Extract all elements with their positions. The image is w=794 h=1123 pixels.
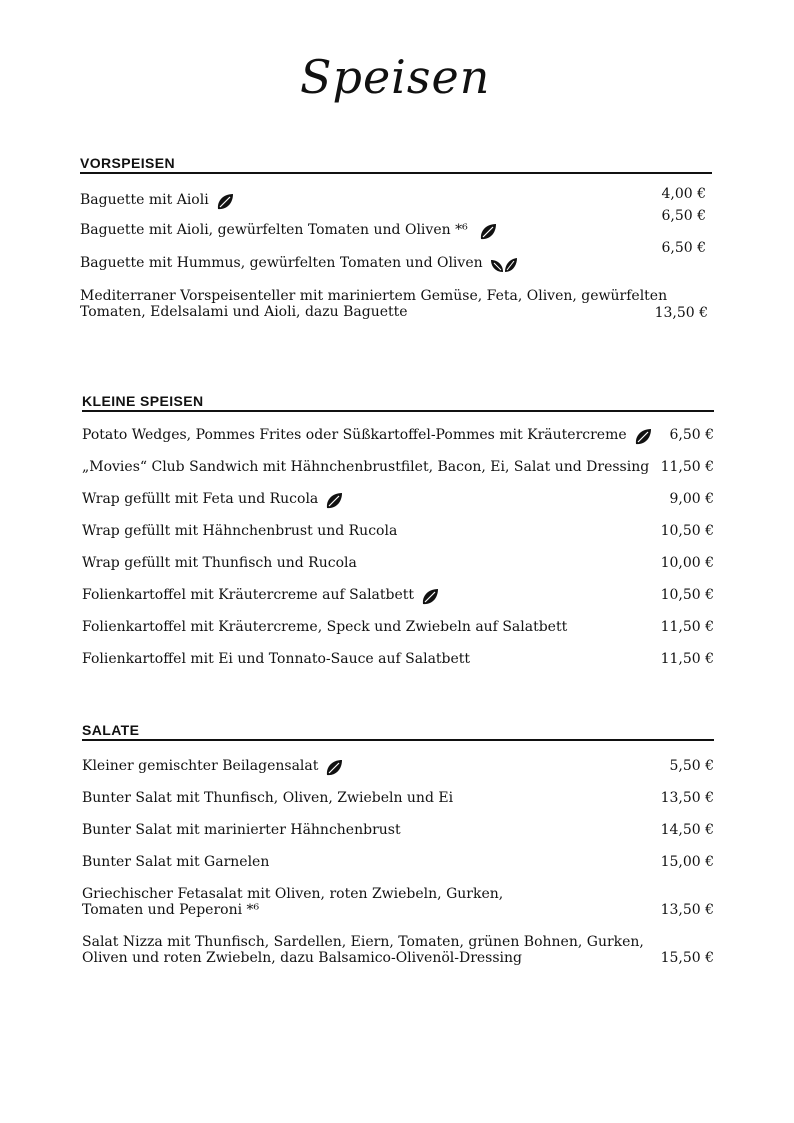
menu-item (82, 491, 714, 511)
item-name: Wrap gefüllt mit Thunfisch und Rucola (82, 555, 357, 571)
item-price: 6,50 € (669, 427, 714, 443)
menu-item (82, 427, 714, 447)
item-name: Kleiner gemischter Beilagensalat (82, 758, 319, 774)
item-price: 4,00 € (661, 186, 706, 202)
menu-item (82, 619, 714, 635)
item-price: 13,50 € (660, 902, 714, 918)
item-name: Folienkartoffel mit Kräutercreme auf Salatbett (82, 587, 415, 603)
menu-item (82, 886, 714, 918)
menu-item (80, 208, 706, 242)
section-heading: VORSPEISEN (80, 154, 712, 174)
leaf-icon (478, 222, 498, 242)
menu-item (80, 288, 708, 320)
item-name-line-2: Tomaten, Edelsalami und Aioli, dazu Baguette (80, 304, 408, 320)
menu-item (82, 523, 714, 539)
leaf-icon (633, 427, 653, 447)
item-name: Folienkartoffel mit Ei und Tonnato-Sauce auf Salatbett (82, 651, 471, 667)
item-name: Wrap gefüllt mit Feta und Rucola (82, 491, 319, 507)
menu-item (82, 651, 714, 667)
leaf-icon (324, 491, 344, 511)
item-name-line-2: Tomaten und Peperoni *⁶ (82, 902, 260, 918)
item-name: „Movies“ Club Sandwich mit Hähnchenbrustfilet, Bacon, Ei, Salat und Dressing (82, 459, 650, 475)
item-price: 10,50 € (660, 587, 714, 603)
item-price: 6,50 € (661, 208, 706, 224)
item-price: 5,50 € (669, 758, 714, 774)
item-name-line-2: Oliven und roten Zwiebeln, dazu Balsamico-Olivenöl-Dressing (82, 950, 523, 966)
item-name: Griechischer Fetasalat mit Oliven, roten Zwiebeln, Gurken, (82, 886, 504, 902)
menu-item (82, 854, 714, 870)
item-price: 10,50 € (660, 523, 714, 539)
item-price: 6,50 € (661, 240, 706, 256)
item-name: Baguette mit Aioli (80, 192, 209, 208)
item-price: 15,00 € (660, 854, 714, 870)
item-price: 9,00 € (669, 491, 714, 507)
item-price: 11,50 € (660, 651, 714, 667)
page-title: Speisen (300, 50, 491, 104)
item-name: Wrap gefüllt mit Hähnchenbrust und Rucola (82, 523, 398, 539)
leaf-icon (420, 587, 440, 607)
item-price: 10,00 € (660, 555, 714, 571)
item-name: Bunter Salat mit Garnelen (82, 854, 270, 870)
item-name: Folienkartoffel mit Kräutercreme, Speck und Zwiebeln auf Salatbett (82, 619, 568, 635)
menu-item (82, 587, 714, 607)
item-name: Salat Nizza mit Thunfisch, Sardellen, Eiern, Tomaten, grünen Bohnen, Gurken, (82, 934, 644, 950)
item-name: Bunter Salat mit Thunfisch, Oliven, Zwiebeln und Ei (82, 790, 454, 806)
item-name: Mediterraner Vorspeisenteller mit mariniertem Gemüse, Feta, Oliven, gewürfelten (80, 288, 668, 304)
leaf-icon (324, 758, 344, 778)
item-name: Potato Wedges, Pommes Frites oder Süßkartoffel-Pommes mit Kräutercreme (82, 427, 627, 443)
menu-item (82, 459, 714, 475)
item-price: 13,50 € (660, 790, 714, 806)
item-price: 14,50 € (660, 822, 714, 838)
menu-item (82, 790, 714, 806)
section-kleine-speisen (82, 392, 714, 682)
item-name: Bunter Salat mit marinierter Hähnchenbrust (82, 822, 401, 838)
item-name: Baguette mit Aioli, gewürfelten Tomaten und Oliven *⁶ (80, 222, 468, 238)
double-leaf-icon (489, 255, 519, 275)
section-heading: KLEINE SPEISEN (82, 392, 714, 412)
menu-item (82, 934, 714, 966)
menu-item (80, 240, 706, 275)
item-price: 13,50 € (654, 305, 708, 321)
section-heading: SALATE (82, 721, 714, 741)
menu-item (82, 758, 714, 778)
section-vorspeisen (80, 154, 712, 334)
menu-item (80, 186, 706, 212)
menu-item (82, 822, 714, 838)
item-price: 11,50 € (660, 619, 714, 635)
leaf-icon (215, 192, 235, 212)
menu-item (82, 555, 714, 571)
item-name: Baguette mit Hummus, gewürfelten Tomaten und Oliven (80, 255, 483, 271)
item-price: 15,50 € (660, 950, 714, 966)
item-price: 11,50 € (660, 459, 714, 475)
section-salate (82, 721, 714, 981)
